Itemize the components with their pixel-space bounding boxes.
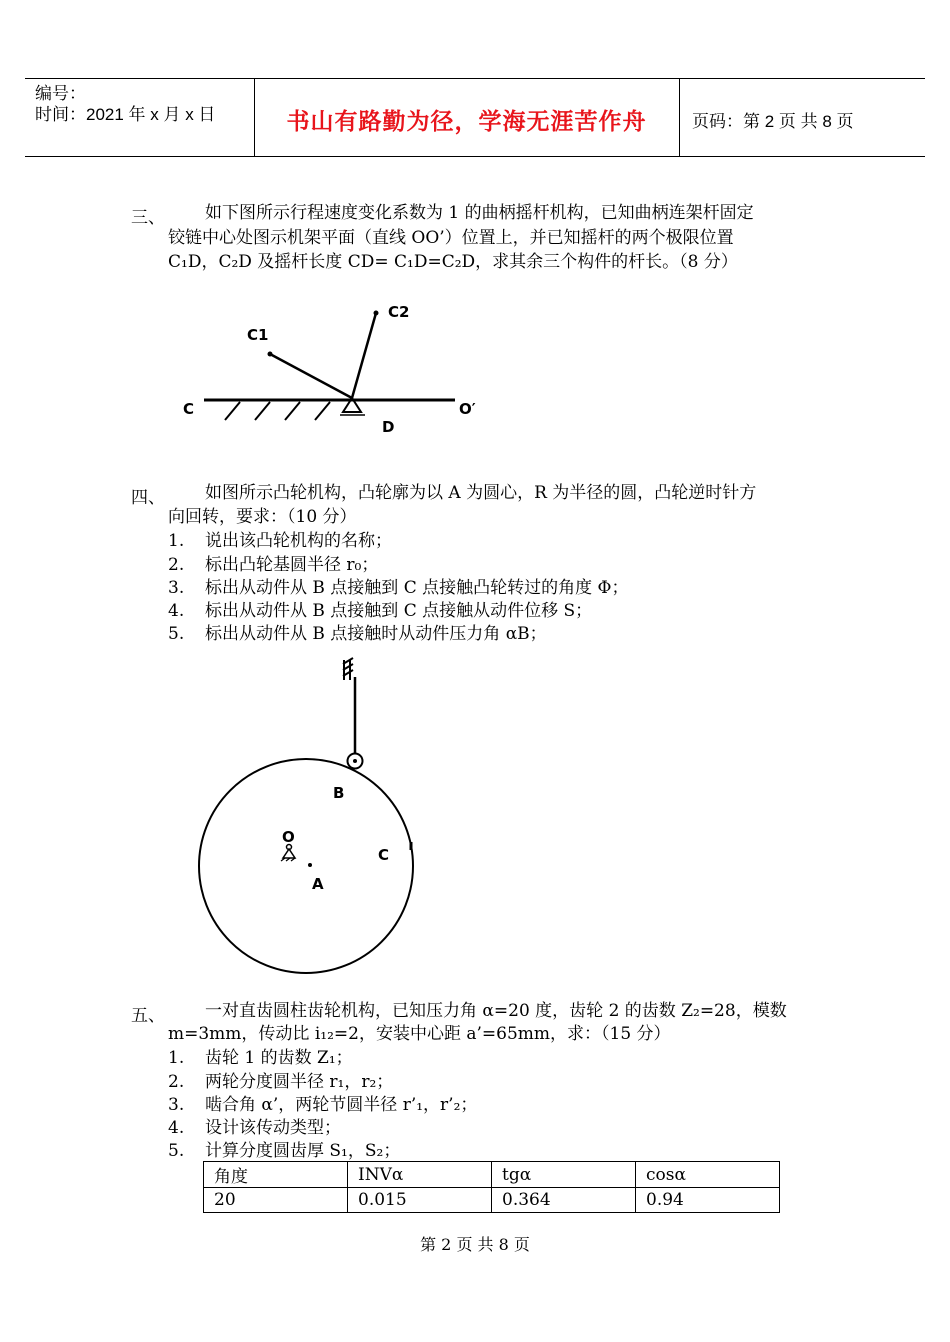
- q5-item-1-number: 1.: [168, 1048, 185, 1068]
- q4-item-3-number: 3.: [168, 578, 185, 598]
- table-cell: 0.364: [492, 1188, 636, 1213]
- q4-number: 四、: [131, 488, 165, 508]
- q5-item-5-number: 5.: [168, 1141, 185, 1161]
- q4-item-1-text: 说出该凸轮机构的名称；: [205, 531, 392, 551]
- time-label: 时间：2021 年 x 月 x 日: [35, 105, 216, 124]
- q4-line2: 向回转，要求：（10 分）: [168, 507, 357, 527]
- table-header-cell: tgα: [492, 1162, 636, 1188]
- table-header-row: [204, 1162, 780, 1188]
- trig-table: [203, 1161, 780, 1213]
- motto: 书山有路勤为径，学海无涯苦作舟: [286, 109, 647, 135]
- q5-item-3-text: 啮合角 α’，两轮节圆半径 r’₁，r’₂；: [205, 1095, 478, 1115]
- q5-item-5-text: 计算分度圆齿厚 S₁，S₂；: [205, 1141, 401, 1161]
- table-header-cell: 角度: [204, 1162, 348, 1188]
- table-header-cell: INVα: [348, 1162, 492, 1188]
- table-cell: 0.015: [348, 1188, 492, 1213]
- q4-item-1-number: 1.: [168, 531, 185, 551]
- serial-label: 编号：: [35, 84, 86, 103]
- label-d: D: [382, 418, 395, 436]
- q5-item-4-number: 4.: [168, 1118, 185, 1138]
- table-cell: 20: [204, 1188, 348, 1213]
- q3-line1: 如下图所示行程速度变化系数为 1 的曲柄摇杆机构，已知曲柄连架杆固定: [205, 203, 754, 223]
- label-c: C: [183, 400, 195, 418]
- label-o: O: [282, 828, 295, 846]
- table-row: [204, 1188, 780, 1213]
- table-cell: 0.94: [636, 1188, 780, 1213]
- label-a: A: [312, 875, 324, 893]
- page-footer: 第 2 页 共 8 页: [420, 1235, 530, 1254]
- label-o-prime: O′: [459, 400, 476, 418]
- q4-item-3-text: 标出从动件从 B 点接触到 C 点接触凸轮转过的角度 Φ；: [205, 578, 629, 598]
- q5-item-4: [168, 1116, 341, 1140]
- q4-item-4-text: 标出从动件从 B 点接触到 C 点接触从动件位移 S；: [205, 601, 593, 621]
- q4-item-2-text: 标出凸轮基圆半径 r₀；: [205, 555, 379, 575]
- q3-number: 三、: [131, 208, 165, 228]
- q4-item-2-number: 2.: [168, 555, 185, 575]
- q4-item-4-number: 4.: [168, 601, 185, 621]
- q4-line1: 如图所示凸轮机构，凸轮廓为以 A 为圆心，R 为半径的圆，凸轮逆时针方: [205, 483, 757, 503]
- q5-line2: m=3mm，传动比 i₁₂=2，安装中心距 a’=65mm，求：（15 分）: [168, 1024, 671, 1044]
- q3-line2: 铰链中心处图示机架平面（直线 OO’）位置上，并已知摇杆的两个极限位置: [168, 228, 734, 248]
- q5-line1: 一对直齿圆柱齿轮机构，已知压力角 α=20 度，齿轮 2 的齿数 Z₂=28，模数: [205, 1001, 787, 1021]
- q5-item-4-text: 设计该传动类型；: [205, 1118, 341, 1138]
- q5-item-2-text: 两轮分度圆半径 r₁，r₂；: [205, 1072, 394, 1092]
- q4-item-5-text: 标出从动件从 B 点接触时从动件压力角 αB；: [205, 624, 547, 644]
- label-c1: C1: [247, 326, 269, 344]
- table-header-cell: cosα: [636, 1162, 780, 1188]
- q5-item-5: [168, 1139, 401, 1163]
- label-c2: C2: [388, 303, 410, 321]
- q5-item-2-number: 2.: [168, 1072, 185, 1092]
- q5-number: 五、: [131, 1006, 165, 1026]
- q5-item-3-number: 3.: [168, 1095, 185, 1115]
- label-b: B: [333, 784, 345, 802]
- q4-item-5-number: 5.: [168, 624, 185, 644]
- q5-item-2: [168, 1070, 394, 1094]
- q3-line3: C₁D，C₂D 及摇杆长度 CD= C₁D=C₂D，求其余三个构件的杆长。（8 分）: [168, 252, 738, 272]
- q5-item-1: [168, 1046, 353, 1070]
- q5-item-1-text: 齿轮 1 的齿数 Z₁；: [205, 1048, 353, 1068]
- q5-item-3: [168, 1093, 478, 1117]
- page-code: 页码：第 2 页 共 8 页: [692, 112, 854, 131]
- label-c-cam: C: [378, 846, 390, 864]
